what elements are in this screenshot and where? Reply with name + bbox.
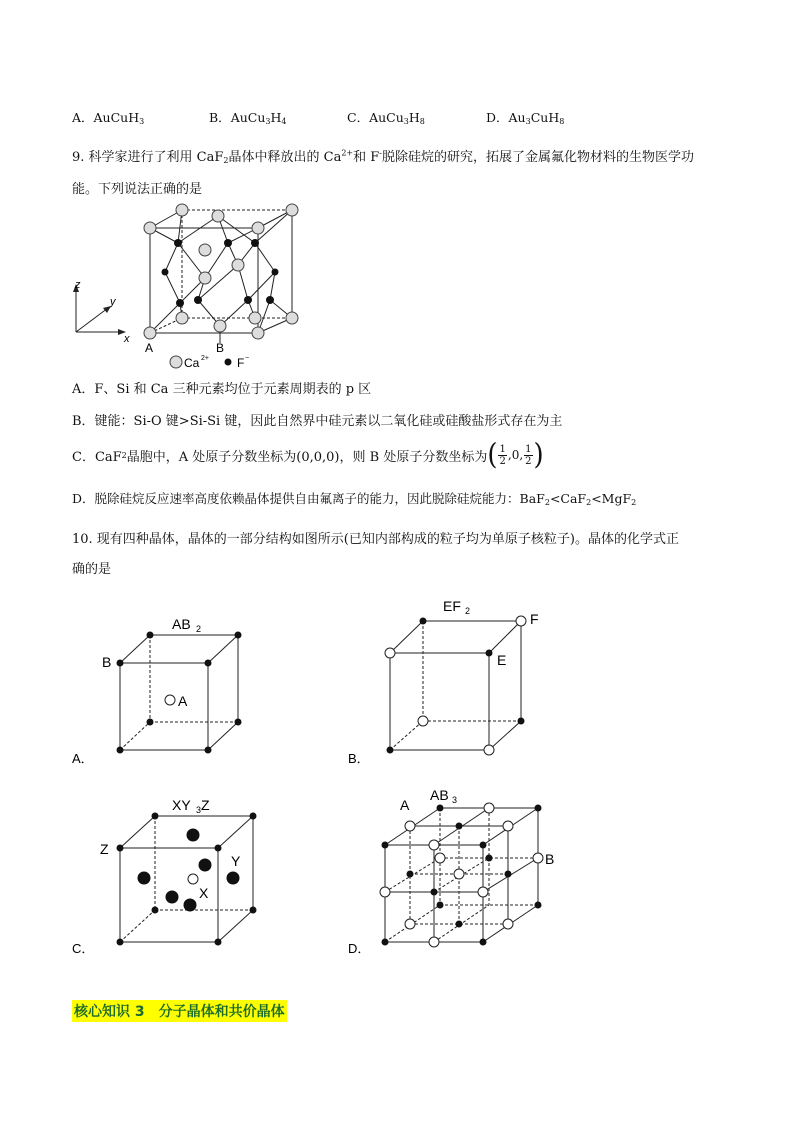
figure-b-ef2	[340, 595, 560, 770]
svg-text:3: 3	[196, 805, 202, 815]
q10-stem-line2: 确的是	[72, 562, 112, 577]
point-a-label: A	[145, 341, 154, 355]
fig-b-label-e: E	[497, 652, 507, 668]
caf2-unit-cell-figure	[68, 198, 308, 370]
ca-legend-charge: 2+	[201, 355, 209, 362]
fig-a-option: A．	[72, 751, 94, 766]
f-legend-label: F	[237, 356, 245, 370]
q8-option-b: B．$AuCu_3H_4$	[209, 110, 287, 126]
figure-a-ab2	[70, 610, 270, 770]
axis-x-label: x	[124, 333, 130, 345]
point-b-label: B	[216, 341, 225, 355]
fig-a-label-a: A	[178, 693, 188, 709]
fig-d-option: D．	[348, 941, 371, 956]
fig-a-label-b: B	[102, 654, 112, 670]
fig-c-label-x: X	[199, 885, 209, 901]
fig-c-label-z: Z	[100, 841, 109, 857]
fig-d-title: AB	[430, 787, 449, 803]
fig-c-option: C．	[72, 941, 95, 956]
q9-option-b: B．键能：Si-O 键>Si-Si 键，因此自然界中硅元素以二氧化硅或硅酸盐形式存在为主	[72, 414, 563, 429]
figure-d-ab3	[340, 785, 560, 960]
ca-legend-label: Ca	[184, 356, 200, 370]
section-header: 核心知识 3 分子晶体和共价晶体	[72, 1000, 287, 1022]
f-legend-charge: −	[245, 355, 250, 362]
fig-b-option: B．	[348, 751, 370, 766]
fig-d-label-b: B	[545, 851, 555, 867]
fig-a-title: AB	[172, 616, 191, 632]
q10-stem-line1: 10. 现有四种晶体，晶体的一部分结构如图所示(已知内部构成的粒子均为单原子核粒子)。晶体的化学式正	[72, 532, 679, 547]
q9-option-c: C．CaF 2 晶胞中，A 处原子分数坐标为(0,0,0)，则 B 处原子分数坐标为 ( 1 2 , 0 , 1 2 )	[72, 438, 544, 472]
fig-b-label-f: F	[530, 611, 539, 627]
svg-text:3: 3	[452, 795, 458, 805]
fig-c-label-y: Y	[231, 853, 241, 869]
q9-stem-line2: 能。下列说法正确的是	[72, 182, 203, 197]
figure-c-xy3z	[70, 790, 270, 960]
q9-stem-line1: 9. 科学家进行了利用 CaF$_2$晶体中释放出的 $Ca^{2+}$和 F-脱除硅烷的研究，拓展了金属氟化物材料的生物医学功	[72, 148, 694, 165]
axis-y-label: y	[110, 296, 116, 308]
fig-b-title: EF	[443, 598, 461, 614]
q8-option-d: D．$Au_3CuH_8$	[486, 110, 565, 126]
f-legend-icon	[225, 359, 232, 366]
fig-d-label-a: A	[400, 797, 410, 813]
axis-z-label: z	[75, 279, 81, 291]
q9-option-d: D．脱除硅烷反应速率高度依赖晶体提供自由氟离子的能力，因此脱除硅烷能力：BaF$_2$<CaF$_2$<MgF$_2$	[72, 491, 637, 507]
b-coordinate: ( 1 2 , 0 , 1 2 )	[487, 438, 544, 472]
q8-option-a: A．AuCuH$_3$	[72, 110, 145, 126]
q9-option-a: A．F、Si 和 Ca 三种元素均位于元素周期表的 p 区	[72, 382, 372, 397]
ca-legend-icon	[170, 356, 182, 368]
svg-text:2: 2	[196, 624, 202, 634]
svg-text:2: 2	[465, 606, 471, 616]
q8-option-c: C．$AuCu_3H_8$	[347, 110, 425, 126]
svg-text:Z: Z	[201, 797, 210, 813]
fig-c-title: XY	[172, 797, 191, 813]
